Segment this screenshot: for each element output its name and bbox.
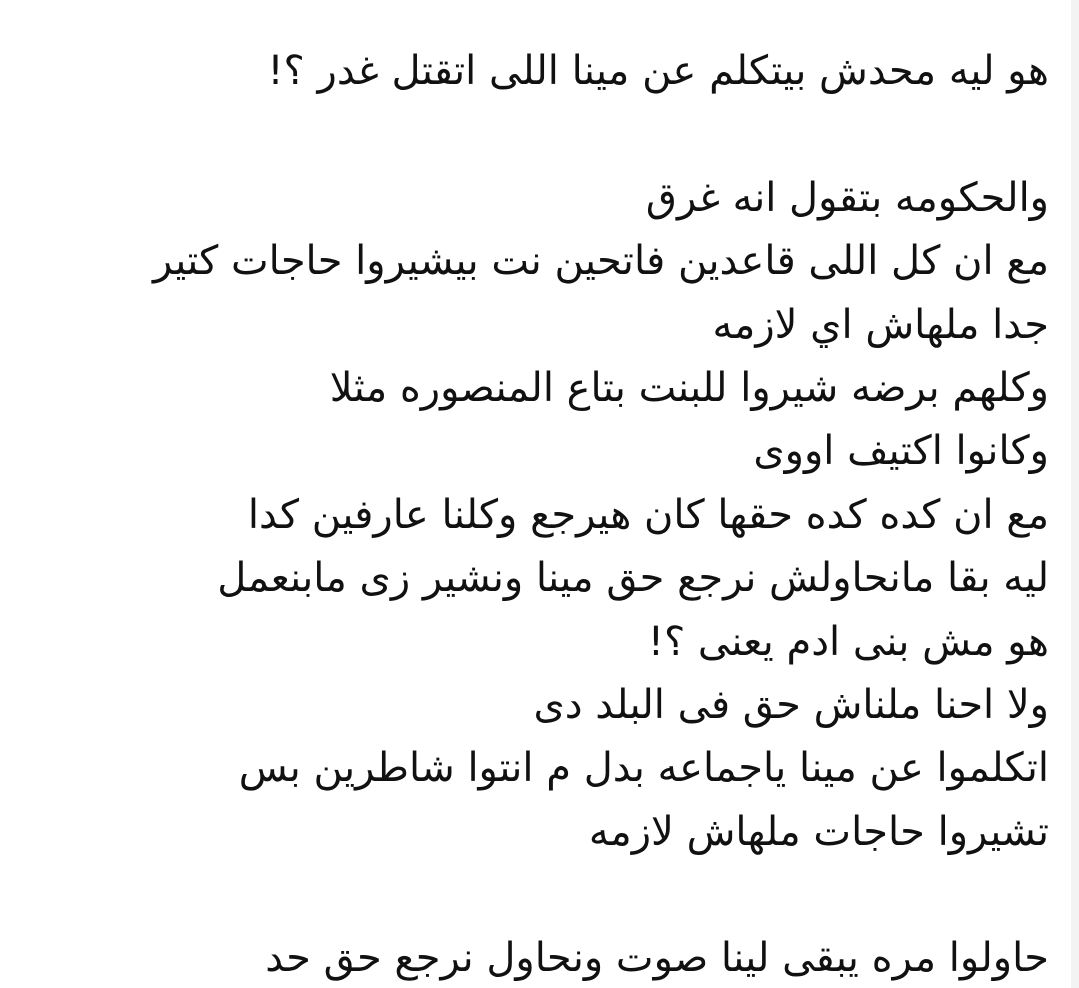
post-line: ولا احنا ملناش حق فى البلد دى: [533, 681, 1049, 728]
post-line: هو مش بنى ادم يعنى ؟!: [647, 618, 1049, 665]
post-line: وكلهم برضه شيروا للبنت بتاع المنصوره مثلا: [329, 364, 1049, 411]
post-line: اتكلموا عن مينا ياجماعه بدل م انتوا شاطرين بس: [238, 745, 1049, 792]
vertical-scrollbar[interactable]: [1071, 0, 1079, 988]
post-text: [19, 40, 1049, 988]
post-line: هو ليه محدش بيتكلم عن مينا اللى اتقتل غدر ؟!: [267, 48, 1049, 94]
post-line: تشيروا حاجات ملهاش لازمه: [588, 808, 1049, 855]
post-line: مع ان كده كده حقها كان هيرجع وكلنا عارفين كدا: [247, 491, 1049, 538]
blank-line: [19, 864, 1049, 927]
post-line: حاولوا مره يبقى لينا صوت ونحاول نرجع حق حد: [265, 935, 1049, 982]
post-line: والحكومه بتقول انه غرق: [645, 174, 1049, 221]
post-line: وكانوا اكتيف اووى: [753, 428, 1049, 475]
post-line: ليه بقا مانحاولش نرجع حق مينا ونشير زى مابنعمل: [217, 555, 1049, 602]
post-line: جدا ملهاش اي لازمه: [712, 301, 1049, 348]
blank-line: [19, 103, 1049, 166]
post-line: مع ان كل اللى قاعدين فاتحين نت بيشيروا حاجات كتير: [153, 238, 1049, 285]
